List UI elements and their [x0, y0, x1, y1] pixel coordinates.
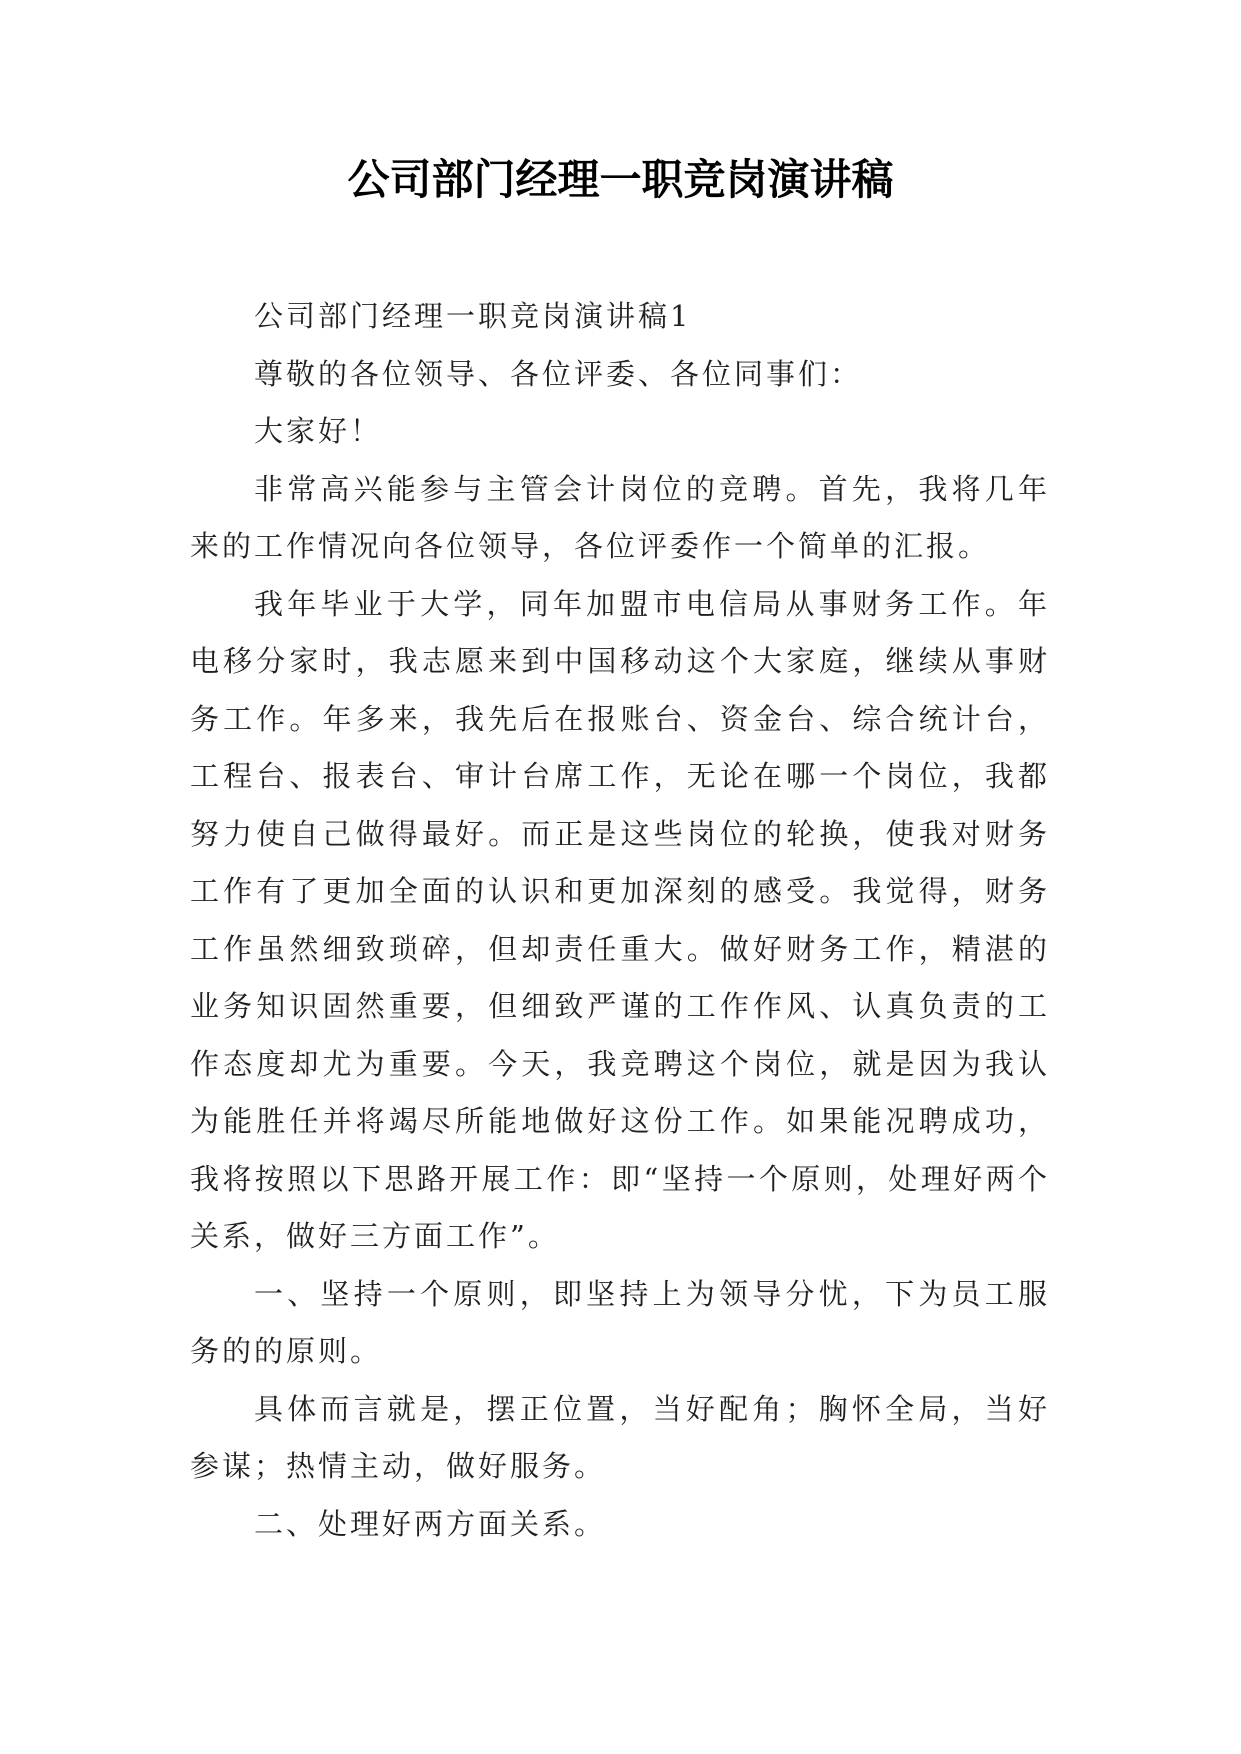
principle-detail-paragraph: 具体而言就是，摆正位置，当好配角；胸怀全局，当好参谋；热情主动，做好服务。 [190, 1391, 1050, 1483]
background-paragraph: 我年毕业于大学，同年加盟市电信局从事财务工作。年电移分家时，我志愿来到中国移动这个大家庭，继续从事财务工作。年多来，我先后在报账台、资金台、综合统计台，工程台、报表台、审计台席工作，无论在哪一个岗位，我都努力使自己做得最好。而正是这些岗位的轮换，使我对财务工作有了更加全面的认识和更加深刻的感受。我觉得，财务工作虽然细致琐碎，但却责任重大。做好财务工作，精湛的业务知识固然重要，但细致严谨的工作作风、认真负责的工作态度却尤为重要。今天，我竞聘这个岗位，就是因为我认为能胜任并将竭尽所能地做好这份工作。如果能况聘成功，我将按照以下思路开展工作：即“坚持一个原则，处理好两个关系，做好三方面工作”。 [190, 586, 1050, 1253]
relations-heading-paragraph: 二、处理好两方面关系。 [254, 1506, 607, 1541]
intro-paragraph: 非常高兴能参与主管会计岗位的竞聘。首先，我将几年来的工作情况向各位领导，各位评委作一个简单的汇报。 [190, 471, 1050, 563]
document-body [190, 288, 1050, 1553]
principle-paragraph: 一、坚持一个原则，即坚持上为领导分忧，下为员工服务的的原则。 [190, 1276, 1050, 1368]
greeting-paragraph: 大家好！ [254, 414, 383, 448]
subtitle-paragraph: 公司部门经理一职竞岗演讲稿1 [254, 299, 692, 333]
salutation-paragraph: 尊敬的各位领导、各位评委、各位同事们： [254, 356, 863, 391]
document-title: 公司部门经理一职竞岗演讲稿 [347, 155, 894, 204]
